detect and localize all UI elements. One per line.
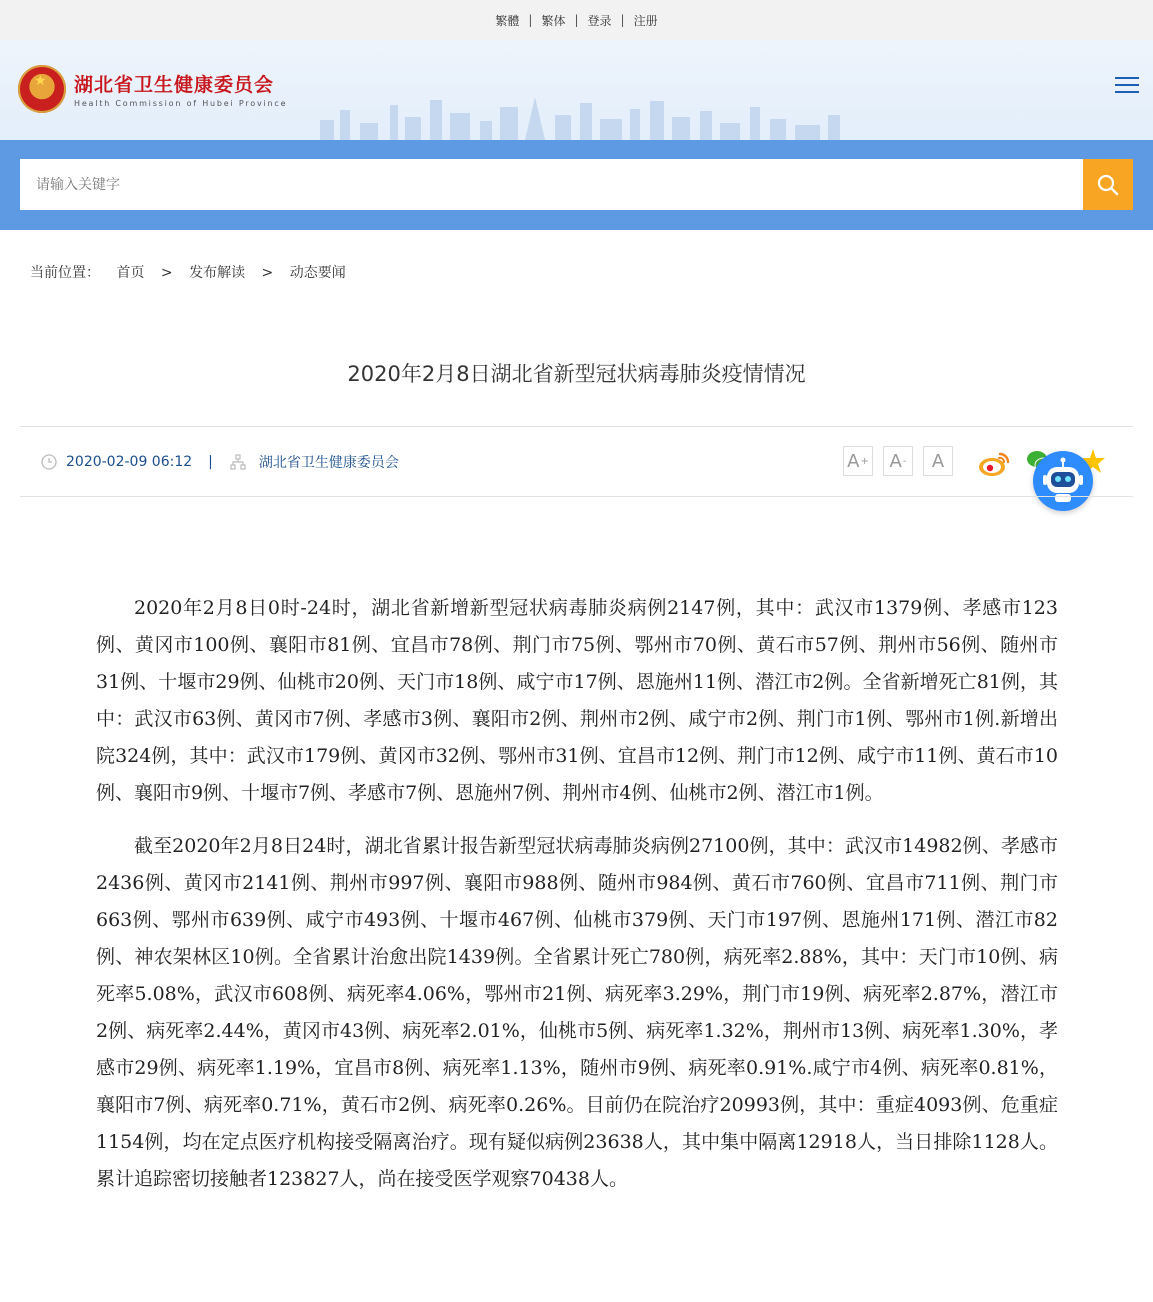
search-band bbox=[0, 140, 1153, 230]
login-link[interactable]: 登录 bbox=[587, 13, 612, 28]
breadcrumb-label: 当前位置： bbox=[30, 265, 100, 281]
breadcrumb-release[interactable]: 发布解读 bbox=[189, 265, 246, 281]
divider bbox=[20, 426, 1133, 427]
org-name-cn: 湖北省卫生健康委员会 bbox=[74, 74, 275, 96]
org-name-en: Health Commission of Hubei Province bbox=[74, 99, 288, 108]
robot-icon bbox=[1033, 451, 1093, 511]
breadcrumb-home[interactable]: 首页 bbox=[116, 265, 145, 281]
breadcrumb-separator: > bbox=[160, 265, 173, 281]
separator: | bbox=[574, 13, 579, 27]
article-source: 湖北省卫生健康委员会 bbox=[258, 455, 399, 471]
breadcrumb-separator: > bbox=[261, 265, 274, 281]
search-icon bbox=[1097, 174, 1119, 196]
search-input[interactable] bbox=[20, 159, 1083, 210]
separator: | bbox=[528, 13, 533, 27]
font-smaller-button[interactable]: A - bbox=[883, 446, 913, 476]
org-structure-icon bbox=[229, 453, 247, 471]
publish-date: 2020-02-09 06:12 bbox=[66, 454, 193, 470]
breadcrumb-news[interactable]: 动态要闻 bbox=[289, 265, 346, 281]
font-reset-button[interactable]: A bbox=[923, 446, 953, 476]
separator: | bbox=[620, 13, 625, 27]
article-paragraph: 2020年2月8日0时-24时，湖北省新增新型冠状病毒肺炎病例2147例，其中：武汉市1379例、孝感市123例、黄冈市100例、襄阳市81例、宜昌市78例、荆门市75例、鄂州市70例、黄石市57例、荆州市56例、随州市31例、十堰市29例、仙桃市20例、天门市18例、咸宁市17例、恩施州11例、潜江市2例。全省新增死亡81例，其中：武汉市63例、黄冈市7例、孝感市3例、襄阳市2例、荆州市2例、咸宁市2例、荆门市1例、鄂州市1例.新增出院324例，其中：武汉市179例、黄冈市32例、鄂州市31例、宜昌市12例、荆门市12例、咸宁市11例、黄石市10例、襄阳市9例、十堰市7例、孝感市7例、恩施州7例、荆州市4例、仙桃市2例、潜江市1例。 bbox=[96, 597, 1058, 804]
separator: | bbox=[208, 454, 213, 470]
top-utility-bar bbox=[0, 0, 1153, 40]
register-link[interactable]: 注册 bbox=[633, 13, 658, 28]
hamburger-menu-icon[interactable] bbox=[1115, 77, 1139, 95]
traditional-chinese-link[interactable]: 繁體 bbox=[495, 13, 520, 28]
simplified-traditional-link[interactable]: 繁体 bbox=[541, 13, 566, 28]
breadcrumb bbox=[30, 262, 346, 282]
article-meta bbox=[40, 452, 399, 472]
search-button[interactable] bbox=[1083, 159, 1133, 210]
article-title: 2020年2月8日湖北省新型冠状病毒肺炎疫情情况 bbox=[347, 362, 806, 386]
weibo-share-icon[interactable] bbox=[977, 448, 1011, 478]
city-skyline-decoration bbox=[300, 95, 860, 140]
national-emblem-icon bbox=[18, 65, 66, 113]
article-body bbox=[96, 590, 1058, 1214]
site-header bbox=[0, 40, 1153, 140]
site-logo[interactable] bbox=[18, 65, 287, 113]
divider bbox=[20, 496, 1133, 497]
article-paragraph: 截至2020年2月8日24时，湖北省累计报告新型冠状病毒肺炎病例27100例，其中：武汉市14982例、孝感市2436例、黄冈市2141例、荆州市997例、襄阳市988例、随州市984例、黄石市760例、宜昌市711例、荆门市663例、鄂州市639例、咸宁市493例、十堰市467例、仙桃市379例、天门市197例、恩施州171例、潜江市82例、神农架林区10例。全省累计治愈出院1439例。全省累计死亡780例，病死率2.88%，其中：天门市10例、病死率5.08%，武汉市608例、病死率4.06%，鄂州市21例、病死率3.29%，荆门市19例、病死率2.87%，潜江市2例、病死率2.44%，黄冈市43例、病死率2.01%，仙桃市5例、病死率1.32%，荆州市13例、病死率1.30%，孝感市29例、病死率1.19%，宜昌市8例、病死率1.13%，随州市9例、病死率0.91%.咸宁市4例、病死率0.81%，襄阳市7例、病死率0.71%，黄石市2例、病死率0.26%。目前仍在院治疗20993例，其中：重症4093例、危重症1154例，均在定点医疗机构接受隔离治疗。现有疑似病例23638人，其中集中隔离12918人，当日排除1128人。累计追踪密切接触者123827人，尚在接受医学观察70438人。 bbox=[96, 835, 1058, 1190]
font-larger-button[interactable]: A + bbox=[843, 446, 873, 476]
assistant-robot-button[interactable] bbox=[1033, 451, 1093, 511]
clock-icon bbox=[40, 453, 58, 471]
